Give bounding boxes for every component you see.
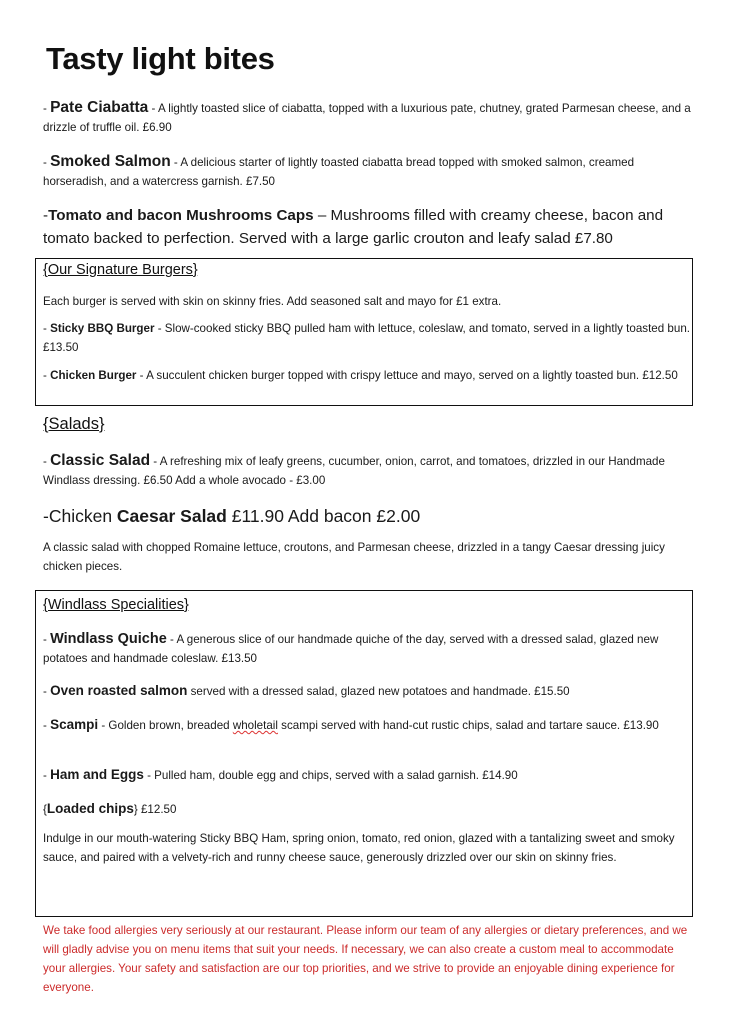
burgers-heading: {Our Signature Burgers}: [43, 262, 198, 278]
menu-item-loaded-chips: {Loaded chips} £12.50: [43, 801, 177, 816]
item-name: Windlass Quiche: [50, 631, 167, 647]
salads-heading: {Salads}: [43, 415, 105, 433]
item-price: £12.50: [137, 803, 177, 816]
item-name: Caesar Salad: [116, 506, 227, 526]
item-description: - Pulled ham, double egg and chips, served with a salad garnish. £14.90: [143, 769, 518, 782]
menu-item-classic-salad: - Classic Salad - A refreshing mix of leafy greens, cucumber, onion, carrot, and tomatoes, drizzled in our Handmade Windlass dressing. £6.50 Add a whole avocado - £3.00: [43, 452, 665, 487]
loaded-chips-description: Indulge in our mouth-watering Sticky BBQ Ham, spring onion, tomato, red onion, glazed with a tantalizing sweet and smoky sauce, and paired with a velvety-rich and runny cheese sauce, generously drizzled over our skin on skinny fries.: [43, 832, 675, 864]
item-name: Classic Salad: [50, 452, 151, 469]
caesar-salad-description: A classic salad with chopped Romaine lettuce, croutons, and Parmesan cheese, drizzled in a tangy Caesar dressing juicy chicken pieces.: [43, 541, 665, 573]
burgers-intro: Each burger is served with skin on skinny fries. Add seasoned salt and mayo for £1 extra.: [43, 295, 502, 308]
item-name: Smoked Salmon: [50, 153, 171, 170]
menu-item-chicken-caesar-salad: -Chicken Caesar Salad £11.90 Add bacon £2.00: [43, 506, 421, 526]
item-description: - Slow-cooked sticky BBQ pulled ham with lettuce, coleslaw, and tomato, served in a lightly toasted bun. £13.50: [43, 322, 690, 354]
item-name: Oven roasted salmon: [50, 683, 188, 698]
menu-item-sticky-bbq-burger: - Sticky BBQ Burger - Slow-cooked sticky BBQ pulled ham with lettuce, coleslaw, and tomato, served in a lightly toasted bun. £13.50: [43, 322, 690, 354]
menu-item-pate-ciabatta: - Pate Ciabatta - A lightly toasted slice of ciabatta, topped with a luxurious pate, chutney, grated Parmesan cheese, and a drizzle of truffle oil. £6.90: [43, 99, 691, 134]
item-description: - A succulent chicken burger topped with crispy lettuce and mayo, served on a lightly toasted bun. £12.50: [136, 369, 678, 382]
item-name: Loaded chips: [46, 801, 134, 816]
menu-item-windlass-quiche: - Windlass Quiche - A generous slice of our handmade quiche of the day, served with a dressed salad, glazed new potatoes and handmade coleslaw. £13.50: [43, 631, 659, 665]
item-name: Ham and Eggs: [50, 767, 144, 782]
item-name: Pate Ciabatta: [50, 99, 149, 116]
item-name: Tomato and bacon Mushrooms Caps: [48, 207, 314, 224]
item-price: £11.90 Add bacon £2.00: [226, 506, 421, 526]
item-description: – Mushrooms filled with creamy cheese, bacon and tomato backed to perfection. Served with a large garlic crouton and leafy salad £7.80: [43, 207, 664, 247]
menu-item-mushroom-caps: -Tomato and bacon Mushrooms Caps – Mushrooms filled with creamy cheese, bacon and tomato backed to perfection. Served with a large garlic crouton and leafy salad £7.80: [43, 207, 664, 247]
allergy-notice: We take food allergies very seriously at our restaurant. Please inform our team of any allergies or dietary preferences, and we will gladly advise you on menu items that suit your needs. If necessary, we can also create a custom meal to accommodate your allergies. Your safety and satisfaction are our top priorities, and we strive to provide an enjoyable dining experience for everyone.: [43, 924, 688, 994]
item-name: Scampi: [50, 717, 99, 732]
specialities-heading: {Windlass Specialities}: [43, 597, 189, 613]
menu-item-ham-and-eggs: - Ham and Eggs - Pulled ham, double egg and chips, served with a salad garnish. £14.90: [43, 767, 518, 782]
menu-item-scampi: - Scampi - Golden brown, breaded wholetail scampi served with hand-cut rustic chips, salad and tartare sauce. £13.90: [43, 717, 659, 732]
item-name: Sticky BBQ Burger: [50, 322, 155, 335]
item-name: Chicken Burger: [50, 369, 137, 382]
menu-item-oven-roasted-salmon: - Oven roasted salmon served with a dressed salad, glazed new potatoes and handmade. £15.50: [43, 683, 570, 698]
item-description: served with a dressed salad, glazed new potatoes and handmade. £15.50: [187, 685, 570, 698]
menu-item-chicken-burger: - Chicken Burger - A succulent chicken burger topped with crispy lettuce and mayo, served on a lightly toasted bun. £12.50: [43, 369, 678, 382]
item-description: - A refreshing mix of leafy greens, cucumber, onion, carrot, and tomatoes, drizzled in our Handmade Windlass dressing. £6.50 Add a whole avocado - £3.00: [43, 455, 665, 487]
item-description: - A generous slice of our handmade quiche of the day, served with a dressed salad, glazed new potatoes and handmade coleslaw. £13.50: [43, 633, 659, 665]
item-description: - A delicious starter of lightly toasted ciabatta bread topped with smoked salmon, creamed horseradish, and a watercress garnish. £7.50: [43, 156, 635, 188]
page-title: Tasty light bites: [46, 41, 275, 76]
spellcheck-word: wholetail: [232, 719, 278, 732]
item-description: - A lightly toasted slice of ciabatta, topped with a luxurious pate, chutney, grated Parmesan cheese, and a drizzle of truffle oil. £6.90: [43, 102, 691, 134]
menu-item-smoked-salmon: - Smoked Salmon - A delicious starter of lightly toasted ciabatta bread topped with smoked salmon, creamed horseradish, and a watercress garnish. £7.50: [43, 153, 635, 188]
